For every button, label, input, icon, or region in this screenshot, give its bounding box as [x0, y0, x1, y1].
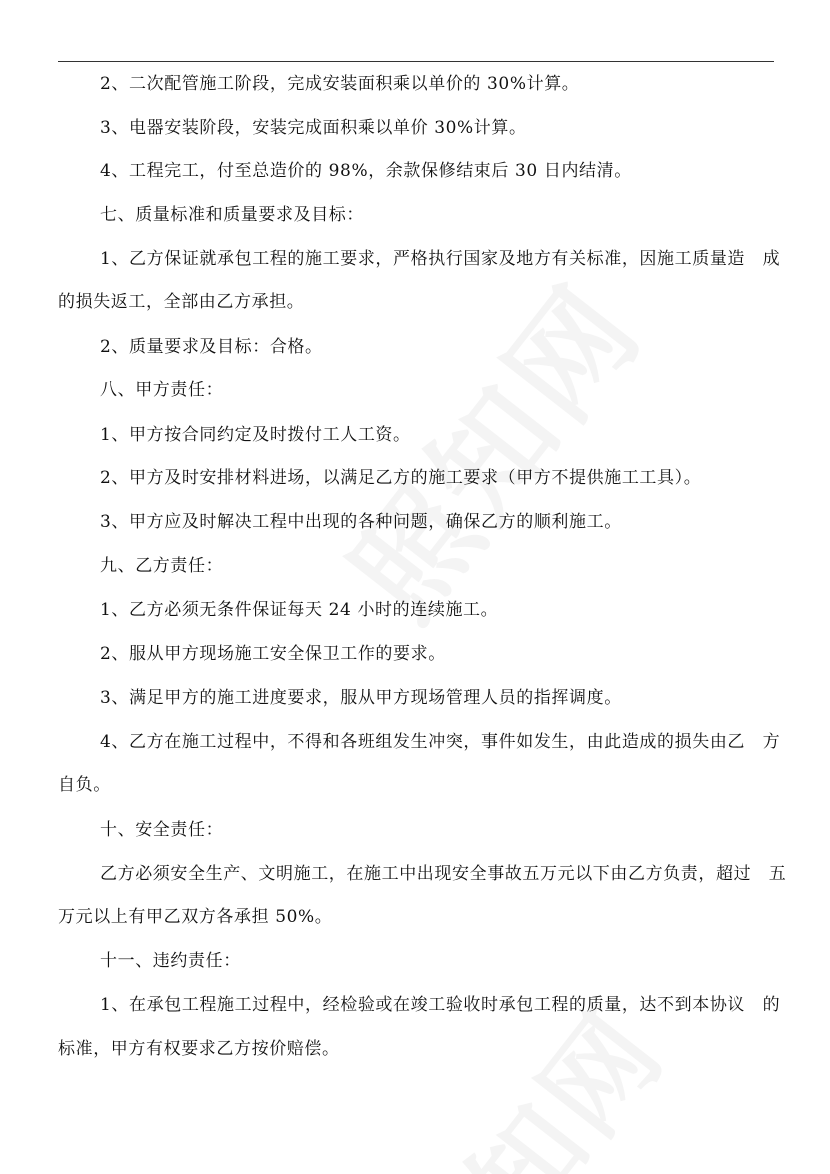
- paragraph-line: 4、乙方在施工过程中，不得和各班组发生冲突，事件如发生，由此造成的损失由乙 方: [100, 732, 781, 752]
- paragraph-line: 1、在承包工程施工过程中，经检验或在竣工验收时承包工程的质量，达不到本协议 的: [100, 995, 781, 1015]
- paragraph-line: 4、工程完工，付至总造价的 98%，余款保修结束后 30 日内结清。: [100, 161, 632, 181]
- section-heading: 十一、违约责任：: [100, 951, 241, 971]
- header-rule: [58, 61, 774, 62]
- paragraph-line: 1、乙方必须无条件保证每天 24 小时的连续施工。: [100, 600, 499, 620]
- paragraph-line: 3、电器安装阶段，安装完成面积乘以单价 30%计算。: [100, 118, 527, 138]
- paragraph-line: 2、二次配管施工阶段，完成安装面积乘以单价的 30%计算。: [100, 74, 580, 94]
- paragraph-line: 2、质量要求及目标：合格。: [100, 337, 323, 357]
- section-heading: 七、质量标准和质量要求及目标：: [100, 205, 364, 225]
- paragraph-line: 2、甲方及时安排材料进场，以满足乙方的施工要求（甲方不提供施工工具）。: [100, 468, 702, 488]
- paragraph-line: 乙方必须安全生产、文明施工，在施工中出现安全事故五万元以下由乙方负责，超过 五: [100, 864, 787, 884]
- section-heading: 九、乙方责任：: [100, 556, 224, 576]
- paragraph-line: 3、满足甲方的施工进度要求，服从甲方现场管理人员的指挥调度。: [100, 688, 622, 708]
- paragraph-line: 2、服从甲方现场施工安全保卫工作的要求。: [100, 644, 446, 664]
- paragraph-line: 万元以上有甲乙双方各承担 50%。: [58, 907, 333, 927]
- paragraph-line: 的损失返工，全部由乙方承担。: [58, 292, 305, 312]
- paragraph-line: 自负。: [58, 775, 111, 795]
- section-heading: 十、安全责任：: [100, 820, 224, 840]
- paragraph-line: 1、乙方保证就承包工程的施工要求，严格执行国家及地方有关标准，因施工质量造 成: [100, 249, 781, 269]
- paragraph-line: 标准，甲方有权要求乙方按价赔偿。: [58, 1039, 340, 1059]
- paragraph-line: 3、甲方应及时解决工程中出现的各种问题，确保乙方的顺利施工。: [100, 512, 622, 532]
- section-heading: 八、甲方责任：: [100, 380, 224, 400]
- paragraph-line: 1、甲方按合同约定及时拨付工人工资。: [100, 425, 411, 445]
